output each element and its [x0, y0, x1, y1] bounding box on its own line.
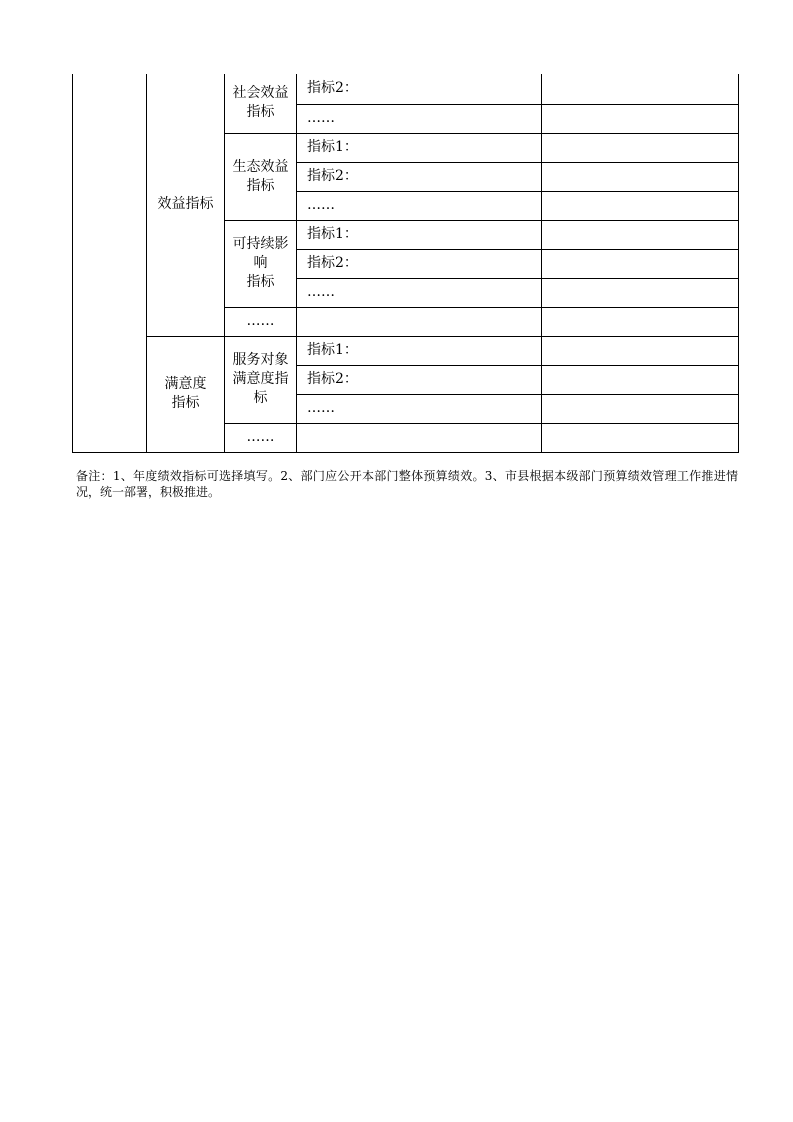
indicator-value-cell[interactable]: [542, 249, 739, 278]
indicator-value-cell[interactable]: [542, 365, 739, 394]
indicator-value-cell[interactable]: [542, 133, 739, 162]
indicator-value-cell[interactable]: [542, 162, 739, 191]
indicator-name-cell[interactable]: 指标2：: [297, 74, 542, 104]
indicator-name-cell[interactable]: ……: [297, 278, 542, 307]
indicator-name-cell[interactable]: 指标1：: [297, 220, 542, 249]
indicator-name-cell[interactable]: [297, 423, 542, 452]
footnote: 备注：1、年度绩效指标可选择填写。2、部门应公开本部门整体预算绩效。3、市县根据本级部门预算绩效管理工作推进情况，统一部署，积极推进。: [76, 469, 738, 499]
performance-indicator-table: [72, 74, 738, 453]
social-benefit-label: 社会效益 指标: [225, 74, 297, 133]
indicator-value-cell[interactable]: [542, 307, 739, 336]
service-satisfaction-label: 服务对象 满意度指 标: [225, 336, 297, 423]
indicator-name-cell[interactable]: ……: [297, 191, 542, 220]
indicator-value-cell[interactable]: [542, 74, 739, 104]
indicator-value-cell[interactable]: [542, 278, 739, 307]
indicator-value-cell[interactable]: [542, 104, 739, 133]
table-row: [73, 74, 739, 104]
indicator-name-cell[interactable]: ……: [297, 104, 542, 133]
indicator-name-cell[interactable]: [297, 307, 542, 336]
indicator-name-cell[interactable]: 指标2：: [297, 162, 542, 191]
indicator-name-cell[interactable]: ……: [297, 394, 542, 423]
satisfaction-more-label: ……: [225, 423, 297, 452]
sustainable-impact-label: 可持续影 响 指标: [225, 220, 297, 307]
indicator-name-cell[interactable]: 指标2：: [297, 365, 542, 394]
indicator-name-cell[interactable]: 指标2：: [297, 249, 542, 278]
ecological-benefit-label: 生态效益 指标: [225, 133, 297, 220]
benefit-more-label: ……: [225, 307, 297, 336]
indicator-value-cell[interactable]: [542, 423, 739, 452]
satisfaction-indicator-cell: 满意度 指标: [147, 336, 225, 452]
table-row: [73, 336, 739, 365]
indicator-grid: [72, 74, 739, 453]
indicator-value-cell[interactable]: [542, 220, 739, 249]
indicator-name-cell[interactable]: 指标1：: [297, 133, 542, 162]
indicator-value-cell[interactable]: [542, 336, 739, 365]
indicator-value-cell[interactable]: [542, 191, 739, 220]
indicator-name-cell[interactable]: 指标1：: [297, 336, 542, 365]
indicator-value-cell[interactable]: [542, 394, 739, 423]
level1-cell: [73, 74, 147, 452]
benefit-indicator-cell: 效益指标: [147, 74, 225, 336]
